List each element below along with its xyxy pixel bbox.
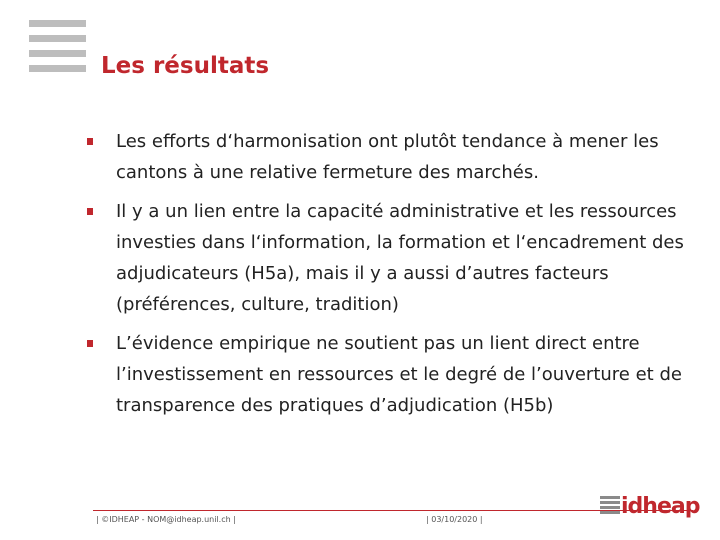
bullet-text: L’évidence empirique ne soutient pas un lient direct entre l’investissement en ressources et le degré de l’ouverture et de transparence des pratiques d’adjudication (H5b) — [116, 333, 682, 416]
square-bullet-icon — [87, 340, 93, 347]
bullet-item — [87, 196, 702, 320]
menu-lines-icon — [29, 20, 86, 80]
square-bullet-icon — [87, 138, 93, 145]
slide-title: Les résultats — [101, 53, 270, 79]
logo-lines-icon — [600, 496, 620, 516]
square-bullet-icon — [87, 208, 93, 215]
bullet-text: Il y a un lien entre la capacité administrative et les ressources investies dans l‘information, la formation et l‘encadrement des adjudicateurs (H5a), mais il y a aussi d’autres facteurs (préférences, culture, tradition) — [116, 201, 684, 315]
bullet-item — [87, 328, 702, 421]
idheap-logo — [600, 492, 699, 520]
bullet-text: Les efforts d‘harmonisation ont plutôt tendance à mener les cantons à une relative fermeture des marchés. — [116, 131, 659, 183]
bullet-item — [87, 126, 702, 188]
bullet-list — [87, 126, 702, 429]
logo-text: idheap — [621, 493, 700, 519]
footer-copyright: | ©IDHEAP - NOM@idheap.unil.ch | — [96, 515, 236, 524]
footer-date: | 03/10/2020 | — [426, 515, 483, 524]
